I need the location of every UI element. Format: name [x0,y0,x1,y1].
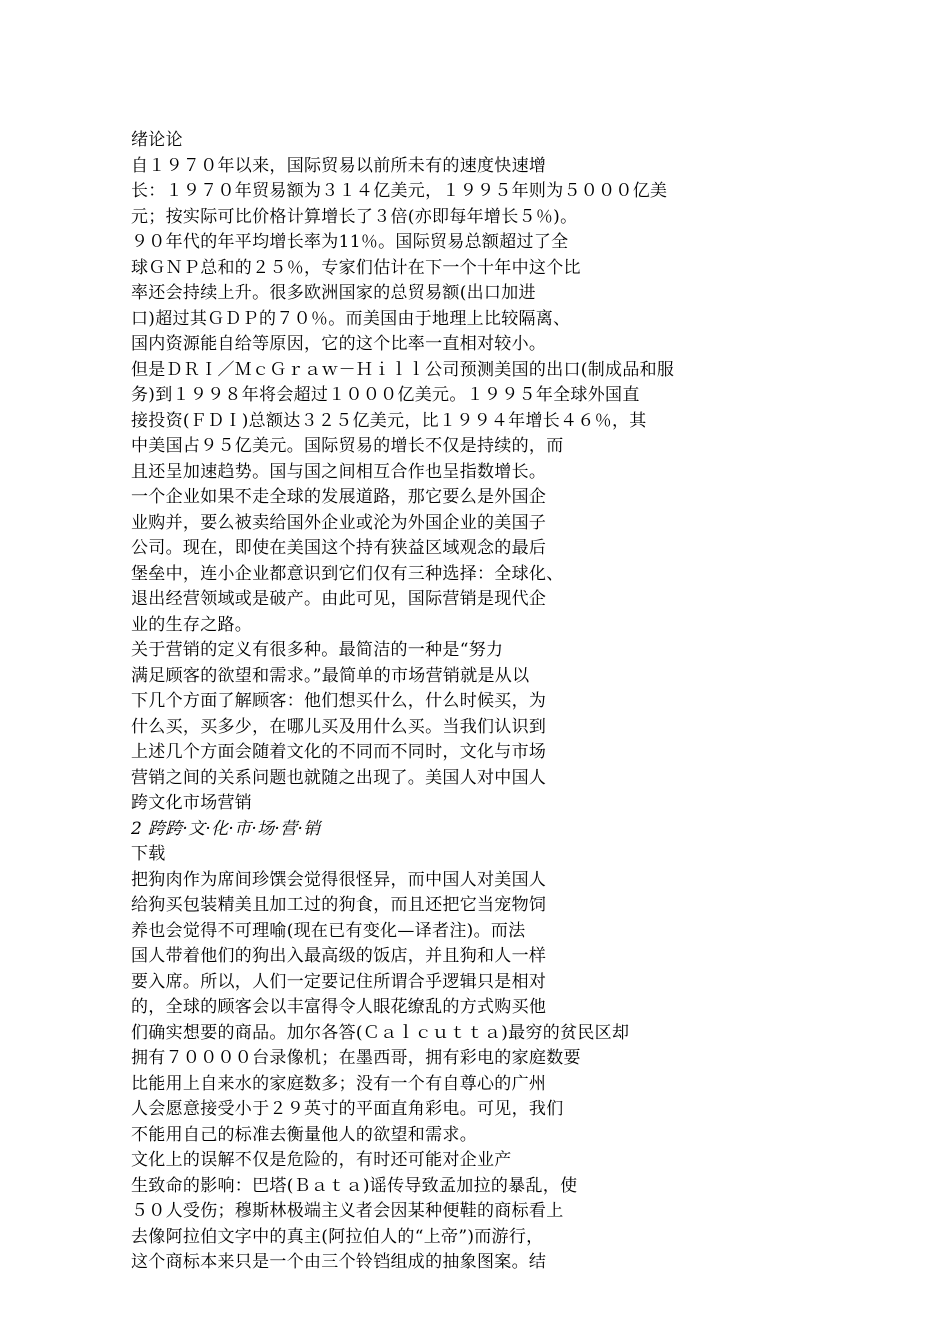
text-line: 元；按实际可比价格计算增长了３倍(亦即每年增长５％)。 [131,206,578,227]
text-line: 球ＧＮＰ总和的２５％，专家们估计在下一个十年中这个比 [131,257,581,278]
text-line: 养也会觉得不可理喻(现在已有变化—译者注)。而法 [131,920,526,941]
text-line: ９０年代的年平均增长率为11％。国际贸易总额超过了全 [131,232,569,252]
section-title: 绪论论 [131,130,183,150]
text-line: 接投资(ＦＤＩ)总额达３２５亿美元，比１９９４年增长４６％，其 [131,410,647,431]
text-line: 要入席。所以，人们一定要记住所谓合乎逻辑只是相对 [131,971,547,992]
text-line: 口)超过其ＧＤＰ的７０％。而美国由于地理上比较隔离、 [131,308,571,329]
text-line: 业的生存之路。 [131,614,253,635]
text-line: 的，全球的顾客会以丰富得令人眼花缭乱的方式购买他 [131,997,547,1017]
text-line: 们确实想要的商品。加尔各答(Ｃａｌｃｕｔｔａ)最穷的贫民区却 [131,1022,630,1043]
text-line: 什么买，买多少，在哪儿买及用什么买。当我们认识到 [131,716,547,737]
running-header: 2 跨跨·文·化·市·场·营·销 [131,818,321,839]
text-line: 公司。现在，即使在美国这个持有狭益区域观念的最后 [131,538,547,558]
text-line: 但是ＤＲＩ／ＭｃＧｒａｗ－Ｈｉｌｌ公司预测美国的出口(制成品和服 [131,359,675,380]
text-line: 下几个方面了解顾客：他们想买什么，什么时候买，为 [131,691,547,711]
text-line: 自１９７０年以来，国际贸易以前所未有的速度快速增 [131,155,547,176]
text-line: 跨文化市场营销 [131,793,253,813]
text-line: 一个企业如果不走全球的发展道路，那它要么是外国企 [131,487,547,507]
text-line: 上述几个方面会随着文化的不同而不同时，文化与市场 [131,742,547,762]
text-line: 这个商标本来只是一个由三个铃铛组成的抽象图案。结 [131,1252,547,1272]
text-line: 堡垒中，连小企业都意识到它们仅有三种选择：全球化、 [131,563,564,584]
text-line: 长：１９７０年贸易额为３１４亿美元，１９９５年则为５０００亿美 [131,181,668,201]
text-line: 拥有７００００台录像机；在墨西哥，拥有彩电的家庭数要 [131,1048,581,1068]
text-line: 且还呈加速趋势。国与国之间相互合作也呈指数增长。 [131,461,547,482]
text-line: 去像阿拉伯文字中的真主(阿拉伯人的“上帝”)而游行， [131,1226,544,1247]
text-line: 生致命的影响：巴塔(Ｂａｔａ)谣传导致孟加拉的暴乱，使 [131,1175,578,1196]
text-line: 率还会持续上升。很多欧洲国家的总贸易额(出口加进 [131,283,536,303]
text-line: 国内资源能自给等原因，它的这个比率一直相对较小。 [131,334,547,354]
text-line: 人会愿意接受小于２９英寸的平面直角彩电。可见，我们 [131,1099,564,1119]
text-line: 比能用上自来水的家庭数多；没有一个有自尊心的广州 [131,1073,547,1094]
text-line: 不能用自己的标准去衡量他人的欲望和需求。 [131,1124,477,1145]
text-line: 给狗买包装精美且加工过的狗食，而且还把它当宠物饲 [131,895,547,915]
download-label: 下载 [131,844,166,864]
text-line: 文化上的误解不仅是危险的，有时还可能对企业产 [131,1150,512,1170]
text-line: 中美国占９５亿美元。国际贸易的增长不仅是持续的，而 [131,436,564,456]
text-line: 业购并，要么被卖给国外企业或沦为外国企业的美国子 [131,512,547,533]
text-line: 国人带着他们的狗出入最高级的饭店，并且狗和人一样 [131,946,547,966]
body-text [131,128,831,1276]
text-line: 满足顾客的欲望和需求。”最简单的市场营销就是从以 [131,665,530,686]
text-line: ５０人受伤；穆斯林极端主义者会因某种便鞋的商标看上 [131,1201,564,1221]
text-line: 退出经营领域或是破产。由此可见，国际营销是现代企 [131,589,547,609]
text-line: 务)到１９９８年将会超过１０００亿美元。１９９５年全球外国直 [131,385,640,405]
text-line: 把狗肉作为席间珍馔会觉得很怪异，而中国人对美国人 [131,869,547,890]
text-line: 营销之间的关系问题也就随之出现了。美国人对中国人 [131,767,547,788]
text-line: 关于营销的定义有很多种。最简洁的一种是“努力 [131,640,504,660]
